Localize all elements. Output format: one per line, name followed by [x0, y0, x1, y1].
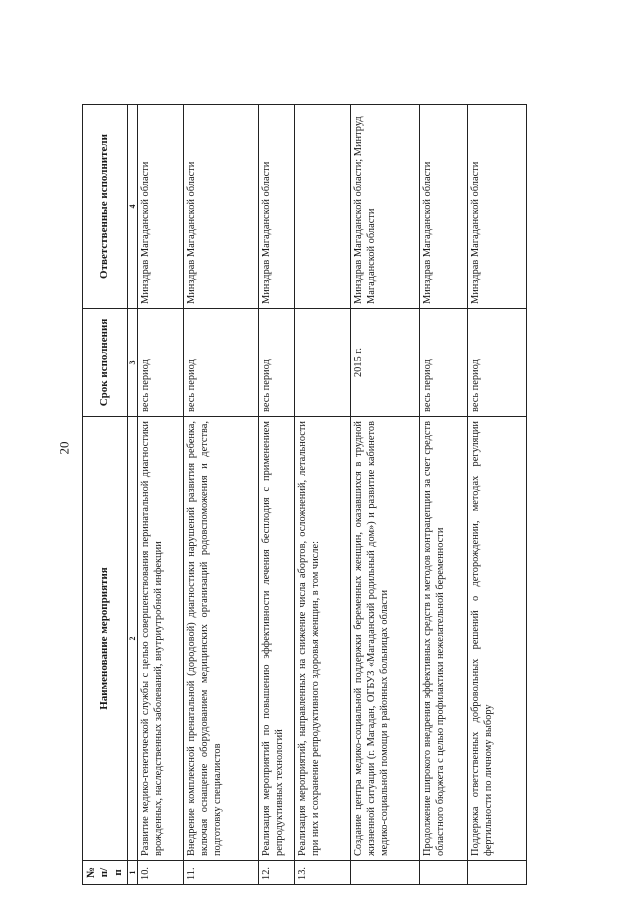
header-number: № п/п: [83, 861, 128, 885]
row-number: [351, 861, 420, 885]
measure-name: Создание центра медико-социальной поддержки беременных женщин, оказавшихся в трудной жизненной ситуации (г. Магадан, ОГБУЗ «Магаданский родильный дом») и развитие кабинетов медико-социальной помощи в районных больницах области: [351, 417, 420, 861]
table-row: [295, 105, 351, 885]
column-number-row: [128, 105, 138, 885]
table-row: [138, 105, 184, 885]
rotated-table-container: [82, 105, 547, 885]
row-number: 12.: [259, 861, 295, 885]
executors: Минздрав Магаданской области; Минтруд Магаданской области: [351, 105, 420, 309]
table-row: [468, 105, 527, 885]
term: 2015 г.: [351, 309, 420, 417]
measure-name: Реализация мероприятий, направленных на снижение числа абортов, осложнений, летальности при них и сохранение репродуктивного здоровья женщин, в том числе:: [295, 417, 351, 861]
term: весь период: [468, 309, 527, 417]
term: весь период: [184, 309, 259, 417]
table-row: [184, 105, 259, 885]
column-number: 4: [128, 105, 138, 309]
table-row: [259, 105, 295, 885]
executors: [295, 105, 351, 309]
term: весь период: [138, 309, 184, 417]
measure-name: Развитие медико-генетической службы с целью совершенствования перинатальной диагностики врожденных, наследственных заболеваний, внутриутробной инфекции: [138, 417, 184, 861]
row-number: 13.: [295, 861, 351, 885]
term: весь период: [420, 309, 468, 417]
measure-name: Поддержка ответственных добровольных решений о деторождении, методах регуляции фертильности по личному выбору: [468, 417, 527, 861]
measure-name: Внедрение комплексной пренатальной (дородовой) диагностики нарушений развития ребенка, включая оснащение оборудованием медицинских организаций родовспоможения и детства, подготовку специалистов: [184, 417, 259, 861]
measure-name: Реализация мероприятий по повышению эффективности лечения бесплодия с применением репродуктивных технологий: [259, 417, 295, 861]
column-number: 1: [128, 861, 138, 885]
header-term: Срок исполнения: [83, 309, 128, 417]
executors: Минздрав Магаданской области: [184, 105, 259, 309]
executors: Минздрав Магаданской области: [420, 105, 468, 309]
page-number: 20: [56, 441, 72, 455]
executors: Минздрав Магаданской области: [468, 105, 527, 309]
column-number: 2: [128, 417, 138, 861]
measures-table: [82, 104, 527, 885]
term: весь период: [259, 309, 295, 417]
row-number: [420, 861, 468, 885]
row-number: [468, 861, 527, 885]
table-header-row: [83, 105, 128, 885]
table-row: [351, 105, 420, 885]
table-row: [420, 105, 468, 885]
term: [295, 309, 351, 417]
row-number: 11.: [184, 861, 259, 885]
executors: Минздрав Магаданской области: [259, 105, 295, 309]
measure-name: Продолжение широкого внедрения эффективных средств и методов контрацепции за счет средств областного бюджета с целью профилактики нежелательной беременности: [420, 417, 468, 861]
column-number: 3: [128, 309, 138, 417]
header-executors: Ответственные исполнители: [83, 105, 128, 309]
executors: Минздрав Магаданской области: [138, 105, 184, 309]
header-measure-name: Наименование мероприятия: [83, 417, 128, 861]
row-number: 10.: [138, 861, 184, 885]
